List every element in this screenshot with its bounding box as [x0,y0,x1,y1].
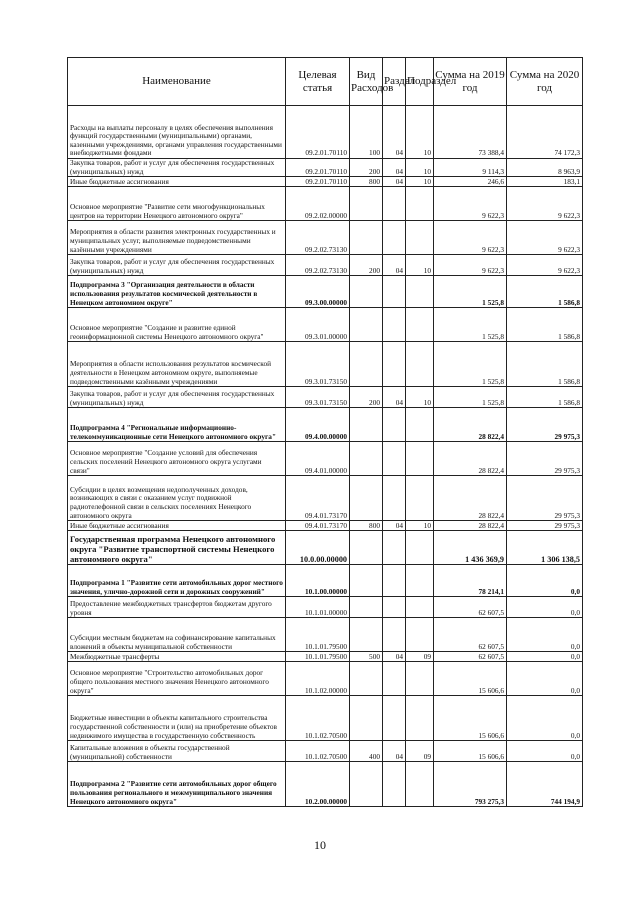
table-row [68,387,583,408]
cell-subsection [406,442,434,476]
cell-section [383,442,406,476]
cell-type [350,221,383,255]
table-body [68,106,583,807]
cell-section: 04 [383,387,406,408]
cell-type: 800 [350,177,383,187]
cell-sum2019: 28 822,4 [434,408,507,442]
table-row [68,531,583,565]
cell-name: Закупка товаров, работ и услуг для обеспечения государственных (муниципальных) нужд [68,255,286,276]
cell-target: 10.1.01.79500 [286,652,350,662]
cell-section [383,696,406,741]
cell-name: Основное мероприятие "Строительство автомобильных дорог общего пользования местного значения Ненецкого автономного округа" [68,662,286,696]
cell-sum2019: 78 214,1 [434,565,507,597]
cell-sum2019: 9 622,3 [434,255,507,276]
cell-sum2020: 29 975,3 [507,476,583,521]
cell-subsection [406,342,434,387]
table-row [68,342,583,387]
cell-subsection [406,476,434,521]
cell-target: 09.4.01.00000 [286,442,350,476]
cell-section [383,662,406,696]
table-row [68,741,583,762]
cell-section [383,762,406,807]
cell-name: Основное мероприятие "Создание и развитие единой геоинформационной системы Ненецкого автономного округа" [68,308,286,342]
cell-sum2019: 62 607,5 [434,618,507,652]
cell-subsection [406,221,434,255]
cell-target: 09.2.02.73130 [286,221,350,255]
cell-sum2019: 15 606,6 [434,662,507,696]
cell-target: 09.4.01.73170 [286,521,350,531]
cell-type: 100 [350,106,383,159]
cell-subsection [406,531,434,565]
cell-sum2019: 9 622,3 [434,187,507,221]
cell-sum2019: 28 822,4 [434,442,507,476]
cell-sum2019: 1 525,8 [434,387,507,408]
table-row [68,187,583,221]
cell-subsection: 10 [406,387,434,408]
cell-type [350,597,383,618]
cell-target: 10.2.00.00000 [286,762,350,807]
cell-sum2020: 0,0 [507,662,583,696]
cell-target: 10.0.00.00000 [286,531,350,565]
table-row [68,662,583,696]
cell-name: Субсидии в целях возмещения недополученных доходов, возникающих в связи с оказанием услуг подвижной радиотелефонной связи в сельских поселениях Ненецкого автономного округа [68,476,286,521]
cell-section [383,565,406,597]
cell-type: 800 [350,521,383,531]
cell-name: Подпрограмма 1 "Развитие сети автомобильных дорог местного значения, улично-дорожной сети и дорожных сооружений" [68,565,286,597]
cell-sum2020: 8 963,9 [507,159,583,177]
cell-subsection [406,618,434,652]
table-row [68,442,583,476]
cell-sum2020: 0,0 [507,618,583,652]
table-row [68,221,583,255]
cell-section: 04 [383,106,406,159]
cell-name: Государственная программа Ненецкого автономного округа "Развитие транспортной системы Ненецкого автономного округа" [68,531,286,565]
table-row [68,618,583,652]
page-number: 10 [314,838,326,852]
table-row [68,308,583,342]
header-target: Целевая статья [286,58,350,106]
cell-target: 10.1.00.00000 [286,565,350,597]
cell-section [383,342,406,387]
cell-type [350,662,383,696]
cell-sum2020: 0,0 [507,652,583,662]
cell-subsection [406,408,434,442]
table-row [68,106,583,159]
cell-sum2020: 0,0 [507,741,583,762]
cell-section: 04 [383,177,406,187]
cell-sum2020: 9 622,3 [507,221,583,255]
table-row [68,762,583,807]
cell-sum2019: 62 607,5 [434,652,507,662]
cell-sum2019: 15 606,6 [434,696,507,741]
table-row [68,276,583,308]
cell-target: 09.2.01.70110 [286,159,350,177]
cell-section: 04 [383,255,406,276]
cell-subsection [406,276,434,308]
cell-subsection [406,696,434,741]
cell-target: 10.1.01.79500 [286,618,350,652]
cell-target: 09.3.00.00000 [286,276,350,308]
cell-target: 10.1.01.00000 [286,597,350,618]
cell-sum2019: 246,6 [434,177,507,187]
cell-type: 200 [350,159,383,177]
cell-name: Мероприятия в области развития электронных государственных и муниципальных услуг, выполняемые подведомственными казёнными учреждениями [68,221,286,255]
cell-name: Подпрограмма 4 "Региональные информационно-телекоммуникационные сети Ненецкого автономного округа" [68,408,286,442]
cell-section: 04 [383,741,406,762]
cell-subsection: 10 [406,521,434,531]
cell-sum2019: 793 275,3 [434,762,507,807]
cell-type [350,565,383,597]
cell-sum2020: 0,0 [507,597,583,618]
cell-section: 04 [383,521,406,531]
cell-section [383,221,406,255]
header-type: Вид Расходов [350,58,383,106]
cell-subsection: 10 [406,177,434,187]
cell-sum2020: 1 306 138,5 [507,531,583,565]
cell-type [350,618,383,652]
cell-type: 400 [350,741,383,762]
cell-subsection: 10 [406,159,434,177]
table-row [68,565,583,597]
header-subsection: Подраздел [406,58,434,106]
cell-name: Иные бюджетные ассигнования [68,521,286,531]
cell-name: Мероприятия в области использования результатов космической деятельности в Ненецком автономном округе, выполняемые подведомственными казёнными учреждениями [68,342,286,387]
table-row [68,597,583,618]
cell-sum2020: 29 975,3 [507,521,583,531]
header-name: Наименование [68,58,286,106]
cell-sum2020: 29 975,3 [507,408,583,442]
cell-sum2019: 9 622,3 [434,221,507,255]
cell-sum2020: 183,1 [507,177,583,187]
cell-sum2019: 28 822,4 [434,476,507,521]
cell-subsection: 09 [406,652,434,662]
cell-sum2019: 1 525,8 [434,308,507,342]
cell-name: Субсидии местным бюджетам на софинансирование капитальных вложений в объекты муниципальной собственности [68,618,286,652]
cell-section [383,597,406,618]
cell-section [383,308,406,342]
cell-sum2019: 28 822,4 [434,521,507,531]
header-sum-2020: Сумма на 2020 год [507,58,583,106]
cell-target: 10.1.02.00000 [286,662,350,696]
cell-name: Межбюджетные трансферты [68,652,286,662]
cell-section: 04 [383,652,406,662]
cell-target: 09.3.01.73150 [286,387,350,408]
cell-subsection [406,187,434,221]
table-row [68,255,583,276]
cell-target: 09.4.01.73170 [286,476,350,521]
cell-type [350,476,383,521]
cell-type [350,308,383,342]
table-header-row [68,58,583,106]
table-row [68,696,583,741]
cell-type [350,408,383,442]
cell-type: 200 [350,255,383,276]
cell-name: Подпрограмма 2 "Развитие сети автомобильных дорог общего пользования регионального и межмуниципального значения Ненецкого автономного округа" [68,762,286,807]
cell-section: 04 [383,159,406,177]
table-row [68,177,583,187]
cell-subsection [406,662,434,696]
cell-name: Подпрограмма 3 "Организация деятельности в области использования результатов космической деятельности в Ненецком автономном округе" [68,276,286,308]
cell-sum2019: 1 525,8 [434,276,507,308]
cell-type [350,442,383,476]
table-row [68,476,583,521]
cell-sum2020: 9 622,3 [507,187,583,221]
cell-section [383,618,406,652]
cell-sum2019: 1 436 369,9 [434,531,507,565]
cell-type [350,187,383,221]
cell-section [383,531,406,565]
cell-target: 09.2.02.73130 [286,255,350,276]
cell-subsection [406,762,434,807]
cell-sum2019: 62 607,5 [434,597,507,618]
header-sum-2019: Сумма на 2019 год [434,58,507,106]
cell-target: 09.3.01.73150 [286,342,350,387]
cell-name: Расходы на выплаты персоналу в целях обеспечения выполнения функций государственными (муниципальными) органами, казенными учреждениями, органами управления государственными внебюджетными фондами [68,106,286,159]
cell-sum2020: 9 622,3 [507,255,583,276]
cell-sum2020: 1 586,8 [507,308,583,342]
budget-table [67,57,583,807]
table-row [68,652,583,662]
cell-section [383,408,406,442]
cell-name: Основное мероприятие "Развитие сети многофункциональных центров на территории Ненецкого автономного округа" [68,187,286,221]
cell-type [350,762,383,807]
cell-type [350,276,383,308]
cell-sum2019: 73 388,4 [434,106,507,159]
cell-sum2020: 1 586,8 [507,276,583,308]
cell-target: 10.1.02.70500 [286,741,350,762]
cell-name: Капитальные вложения в объекты государственной (муниципальной) собственности [68,741,286,762]
table-row [68,159,583,177]
cell-type: 500 [350,652,383,662]
cell-target: 09.3.01.00000 [286,308,350,342]
cell-name: Закупка товаров, работ и услуг для обеспечения государственных (муниципальных) нужд [68,387,286,408]
table-row [68,521,583,531]
cell-subsection [406,565,434,597]
cell-name: Предоставление межбюджетных трансфертов бюджетам другого уровня [68,597,286,618]
cell-type [350,342,383,387]
cell-sum2019: 1 525,8 [434,342,507,387]
cell-target: 09.4.00.00000 [286,408,350,442]
cell-subsection: 10 [406,106,434,159]
cell-sum2019: 15 606,6 [434,741,507,762]
cell-sum2020: 29 975,3 [507,442,583,476]
cell-subsection: 10 [406,255,434,276]
cell-section [383,187,406,221]
cell-target: 09.2.01.70110 [286,177,350,187]
cell-name: Иные бюджетные ассигнования [68,177,286,187]
cell-sum2020: 744 194,9 [507,762,583,807]
table-row [68,408,583,442]
cell-sum2020: 1 586,8 [507,342,583,387]
cell-target: 09.2.01.70110 [286,106,350,159]
cell-subsection [406,308,434,342]
cell-section [383,476,406,521]
cell-type [350,696,383,741]
cell-subsection: 09 [406,741,434,762]
cell-name: Бюджетные инвестиции в объекты капитального строительства государственной собственности и (или) на приобретение объектов недвижимого имущества в государственную собственность [68,696,286,741]
cell-section [383,276,406,308]
cell-name: Основное мероприятие "Создание условий для обеспечения сельских поселений Ненецкого автономного округа услугами связи" [68,442,286,476]
cell-target: 09.2.02.00000 [286,187,350,221]
cell-name: Закупка товаров, работ и услуг для обеспечения государственных (муниципальных) нужд [68,159,286,177]
cell-sum2019: 9 114,3 [434,159,507,177]
cell-sum2020: 74 172,3 [507,106,583,159]
cell-type [350,531,383,565]
cell-target: 10.1.02.70500 [286,696,350,741]
header-section: Раздел [383,58,406,106]
cell-type: 200 [350,387,383,408]
cell-sum2020: 0,0 [507,696,583,741]
cell-sum2020: 1 586,8 [507,387,583,408]
cell-subsection [406,597,434,618]
cell-sum2020: 0,0 [507,565,583,597]
